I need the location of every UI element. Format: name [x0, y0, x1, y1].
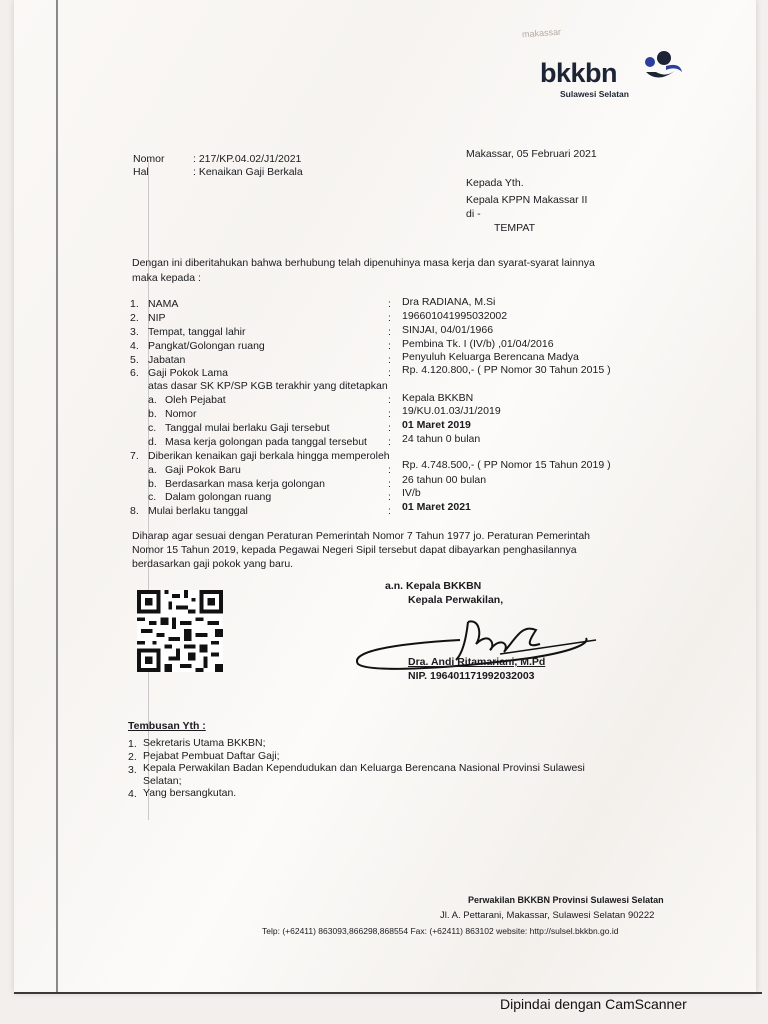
value-oleh-pejabat: Kepala BKKBN	[402, 392, 474, 404]
colon: :	[388, 436, 391, 448]
logo-text: bkkbn	[540, 58, 618, 88]
value-nomor-sk: 19/KU.01.03/J1/2019	[402, 405, 501, 417]
label-nama: NAMA	[148, 298, 179, 310]
recipient-line-2: Kepala KPPN Makassar II	[466, 194, 588, 206]
colon: :	[388, 354, 391, 366]
colon: :	[388, 464, 391, 476]
nomor-value: : 217/KP.04.02/J1/2021	[193, 153, 302, 165]
label-tanggal-berlaku-lama: Tanggal mulai berlaku Gaji tersebut	[165, 422, 330, 434]
sub-letter: b.	[148, 408, 157, 420]
value-mulai-berlaku: 01 Maret 2021	[402, 501, 471, 513]
value-masa-kerja-lama: 24 tahun 0 bulan	[402, 433, 481, 445]
closing-line-1: Diharap agar sesuai dengan Peraturan Pemerintah Nomor 7 Tahun 1977 jo. Peraturan Pemerintah	[132, 530, 591, 542]
handwritten-note: makassar	[521, 26, 562, 40]
nomor-label: Nomor	[133, 153, 165, 165]
value-gaji-lama: Rp. 4.120.800,- ( PP Nomor 30 Tahun 2015 )	[402, 364, 611, 376]
cc-item-number: 3.	[128, 764, 137, 776]
label-nip: NIP	[148, 312, 166, 324]
footer-address: Jl. A. Pettarani, Makassar, Sulawesi Selatan 90222	[440, 910, 655, 921]
label-atas-dasar: atas dasar SK KP/SP KGB terakhir yang ditetapkan	[148, 380, 388, 392]
value-pangkat: Pembina Tk. I (IV/b) ,01/04/2016	[402, 338, 554, 350]
label-pangkat: Pangkat/Golongan ruang	[148, 340, 265, 352]
value-nip: 196601041995032002	[402, 310, 508, 322]
closing-line-2: Nomor 15 Tahun 2019, kepada Pegawai Negeri Sipil tersebut dapat dibayarkan penghasilannya	[132, 544, 577, 556]
label-golongan-baru: Dalam golongan ruang	[165, 491, 272, 503]
page-bottom-edge	[14, 992, 762, 994]
signature-role: Kepala Perwakilan,	[408, 594, 504, 606]
value-jabatan: Penyuluh Keluarga Berencana Madya	[402, 351, 579, 363]
item-number: 4.	[130, 340, 139, 352]
camscanner-watermark: Dipindai dengan CamScanner	[500, 996, 687, 1012]
qr-code-icon	[136, 590, 224, 672]
cc-item-3-cont: Selatan;	[143, 775, 182, 787]
colon: :	[388, 408, 391, 420]
cc-item-3: Kepala Perwakilan Badan Kependudukan dan Keluarga Berencana Nasional Provinsi Sulawesi	[143, 762, 585, 774]
bkkbn-logo	[540, 48, 690, 100]
cc-item-number: 2.	[128, 751, 137, 763]
cc-title: Tembusan Yth :	[128, 720, 206, 732]
value-nama: Dra RADIANA, M.Si	[402, 296, 496, 308]
label-masa-kerja-baru: Berdasarkan masa kerja golongan	[165, 478, 325, 490]
hal-label: Hal	[133, 166, 149, 178]
letter-page	[14, 0, 756, 993]
cc-item-4: Yang bersangkutan.	[143, 787, 237, 799]
colon: :	[388, 422, 391, 434]
value-golongan-baru: IV/b	[402, 487, 421, 499]
colon: :	[388, 478, 391, 490]
value-tempat-lahir: SINJAI, 04/01/1966	[402, 324, 494, 336]
page-margin-line	[56, 0, 58, 993]
closing-line-3: berdasarkan gaji pokok yang baru.	[132, 558, 294, 570]
value-gaji-baru: Rp. 4.748.500,- ( PP Nomor 15 Tahun 2019 )	[402, 459, 611, 471]
footer-office: Perwakilan BKKBN Provinsi Sulawesi Selatan	[468, 895, 664, 905]
hal-value: : Kenaikan Gaji Berkala	[193, 166, 303, 178]
recipient-line-4: TEMPAT	[494, 222, 536, 234]
item-number: 7.	[130, 450, 139, 462]
sub-letter: c.	[148, 422, 157, 434]
colon: :	[388, 298, 391, 310]
colon: :	[388, 505, 391, 517]
item-number: 3.	[130, 326, 139, 338]
label-mulai-berlaku: Mulai berlaku tanggal	[148, 505, 248, 517]
recipient-line-3: di -	[466, 208, 481, 220]
colon: :	[388, 340, 391, 352]
colon: :	[388, 312, 391, 324]
recipient-line-1: Kepada Yth.	[466, 177, 524, 189]
cc-item-number: 1.	[128, 738, 137, 750]
colon: :	[388, 326, 391, 338]
label-tempat-lahir: Tempat, tanggal lahir	[148, 326, 246, 338]
colon: :	[388, 367, 391, 379]
cc-item-2: Pejabat Pembuat Daftar Gaji;	[143, 750, 280, 762]
sub-letter: d.	[148, 436, 157, 448]
label-jabatan: Jabatan	[148, 354, 186, 366]
cc-item-number: 4.	[128, 788, 137, 800]
colon: :	[388, 394, 391, 406]
item-number: 1.	[130, 298, 139, 310]
item-number: 5.	[130, 354, 139, 366]
signature-an: a.n. Kepala BKKBN	[385, 580, 482, 592]
item-number: 6.	[130, 367, 139, 379]
bkkbn-emblem-icon	[636, 48, 688, 88]
sub-letter: b.	[148, 478, 157, 490]
signatory-name: Dra. Andi Ritamariani, M.Pd	[408, 656, 546, 668]
intro-line-1: Dengan ini diberitahukan bahwa berhubung telah dipenuhinya masa kerja dan syarat-syarat lainnya	[132, 257, 595, 269]
letter-date: Makassar, 05 Februari 2021	[466, 148, 597, 160]
sub-letter: a.	[148, 394, 157, 406]
colon: :	[388, 491, 391, 503]
sub-letter: c.	[148, 491, 157, 503]
label-nomor-sk: Nomor	[165, 408, 197, 420]
signatory-nip: NIP. 196401171992032003	[408, 670, 535, 682]
label-oleh-pejabat: Oleh Pejabat	[165, 394, 226, 406]
intro-line-2: maka kepada :	[132, 272, 201, 284]
label-gaji-baru: Gaji Pokok Baru	[165, 464, 241, 476]
footer-contact: Telp: (+62411) 863093,866298,868554 Fax: (+62411) 863102 website: http://sulsel.bkkbn.go.id	[262, 926, 619, 936]
logo-subtitle: Sulawesi Selatan	[560, 89, 629, 99]
item-number: 2.	[130, 312, 139, 324]
sub-letter: a.	[148, 464, 157, 476]
value-tanggal-berlaku-lama: 01 Maret 2019	[402, 419, 471, 431]
value-masa-kerja-baru: 26 tahun 00 bulan	[402, 474, 487, 486]
label-gaji-lama: Gaji Pokok Lama	[148, 367, 228, 379]
cc-item-1: Sekretaris Utama BKKBN;	[143, 737, 266, 749]
label-kenaikan: Diberikan kenaikan gaji berkala hingga memperoleh	[148, 450, 390, 462]
item-number: 8.	[130, 505, 139, 517]
label-masa-kerja-lama: Masa kerja golongan pada tanggal tersebut	[165, 436, 367, 448]
